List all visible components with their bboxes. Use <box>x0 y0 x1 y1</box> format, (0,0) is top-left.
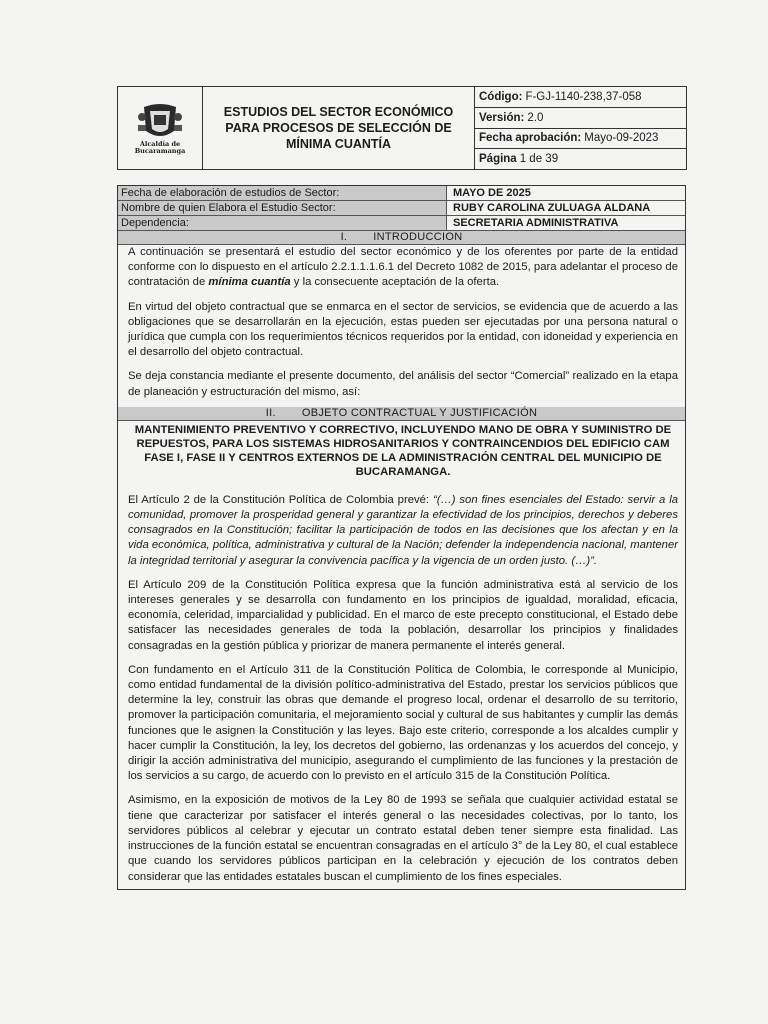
info-row-dependencia: Dependencia: SECRETARIA ADMINISTRATIVA <box>118 216 685 231</box>
fecha-aprobacion-row: Fecha aprobación: Mayo-09-2023 <box>475 129 686 150</box>
municipal-seal-icon <box>134 101 186 141</box>
paragraph: En virtud del objeto contractual que se enmarca en el sector de servicios, se evidencia que de acuerdo a las obligaciones que se desarrollarán en la ejecución, estas pueden ser ejecutadas por una persona natural o jurídica que cumpla con los requerimientos técnicos requeridos por la entidad, con idoneidad y experiencia en el desarrollo del objeto contractual. <box>128 300 678 359</box>
logo-text: Alcaldía de Bucaramanga <box>134 140 186 155</box>
document-body <box>117 185 686 890</box>
logo-cell <box>118 87 203 169</box>
info-row-fecha: Fecha de elaboración de estudios de Sector: MAYO DE 2025 <box>118 186 685 201</box>
contract-object-title: MANTENIMIENTO PREVENTIVO Y CORRECTIVO, INCLUYENDO MANO DE OBRA Y SUMINISTRO DE REPUESTOS, PARA LOS SISTEMAS HIDROSANITARIOS Y CONTRAINCENDIOS DEL EDIFICIO CAM FASE I, FASE II Y CENTROS EXTERNOS DE LA ADMINISTRACIÓN CENTRAL DEL MUNICIPIO DE BUCARAMANGA. <box>134 423 672 478</box>
section-introduccion-body <box>118 245 685 400</box>
paragraph: Se deja constancia mediante el presente documento, del análisis del sector “Comercial” realizado en la etapa de planeación y estructuración del mismo, así: <box>128 370 678 398</box>
section-objeto-body <box>118 423 685 885</box>
section-heading-objeto: II. OBJETO CONTRACTUAL Y JUSTIFICACIÓN <box>118 407 685 421</box>
paragraph: A continuación se presentará el estudio del sector económico y de los oferentes por parte de la entidad conforme con lo dispuesto en el artículo 2.2.1.1.1.6.1 del Decreto 1082 de 2015, para adelantar el proceso de contratación de mínima cuantía y la consecuente aceptación de la oferta. <box>128 246 678 289</box>
section-heading-introduccion: I. INTRODUCCION <box>118 231 685 245</box>
paragraph: Con fundamento en el Artículo 311 de la Constitución Política de Colombia, le corresponde al Municipio, como entidad fundamental de la división político-administrativa del Estado, prestar los servicios públicos que determine la ley, construir las obras que demande el progreso local, ordenar el desarrollo de su territorio, promover la participación comunitaria, el mejoramiento social y cultural de sus habitantes y cumplir las demás funciones que le asignen la Constitución y las leyes. Bajo este criterio, corresponde a los alcaldes cumplir y hacer cumplir la Constitución, la ley, los decretos del gobierno, las ordenanzas y los acuerdos del concejo, y dirigir la acción administrativa del municipio, asegurando el cumplimiento de las funciones y la prestación de los servicios a su cargo, de acuerdo con lo previsto en el artículo 315 de la Constitución Política. <box>128 663 678 783</box>
paragraph: El Artículo 2 de la Constitución Política de Colombia prevé: “(…) son fines esenciales del Estado: servir a la comunidad, promover la prosperidad general y garantizar la efectividad de los principios, derechos y deberes consagrados en la Constitución; facilitar la participación de todos en las decisiones que los afectan y en la vida económica, política, administrativa y cultural de la Nación; defender la independencia nacional, mantener la integridad territorial y asegurar la convivencia pacífica y la vigencia de un orden justo. (…)”. <box>128 493 678 567</box>
document-header <box>117 86 687 170</box>
pagina-row: Página 1 de 39 <box>479 153 559 166</box>
paragraph: El Artículo 209 de la Constitución Política expresa que la función administrativa está al servicio de los intereses generales y se desarrolla con fundamento en los principios de igualdad, moralidad, eficacia, economía, celeridad, imparcialidad y publicidad. En el marco de este precepto constitucional, el Estado debe satisfacer las necesidades generales de toda la población, desarrollar los principios y finalidades consagradas en la gestión pública y priorizar de manera permanente el interés general. <box>128 578 678 652</box>
version-row: Versión: 2.0 <box>475 108 686 129</box>
paragraph: Asimismo, en la exposición de motivos de la Ley 80 de 1993 se señala que cualquier actividad estatal se tiene que caracterizar por satisfacer el interés general o las necesidades colectivas, por lo tanto, los servidores públicos al celebrar y ejecutar un contrato estatal deben tener siempre esta finalidad. Las instrucciones de la función estatal se encuentran consagradas en el artículo 3° de la Ley 80, el cual establece que cuando los servidores públicos participan en la celebración y ejecución de los contratos deben considerar que las entidades estatales buscan el cumplimiento de los fines especiales. <box>128 794 678 883</box>
document-meta <box>475 87 686 169</box>
codigo-row: Código: F-GJ-1140-238,37-058 <box>475 87 686 108</box>
document-title: ESTUDIOS DEL SECTOR ECONÓMICO PARA PROCESOS DE SELECCIÓN DE MÍNIMA CUANTÍA <box>203 87 475 169</box>
info-row-nombre: Nombre de quien Elabora el Estudio Sector: RUBY CAROLINA ZULUAGA ALDANA <box>118 201 685 216</box>
